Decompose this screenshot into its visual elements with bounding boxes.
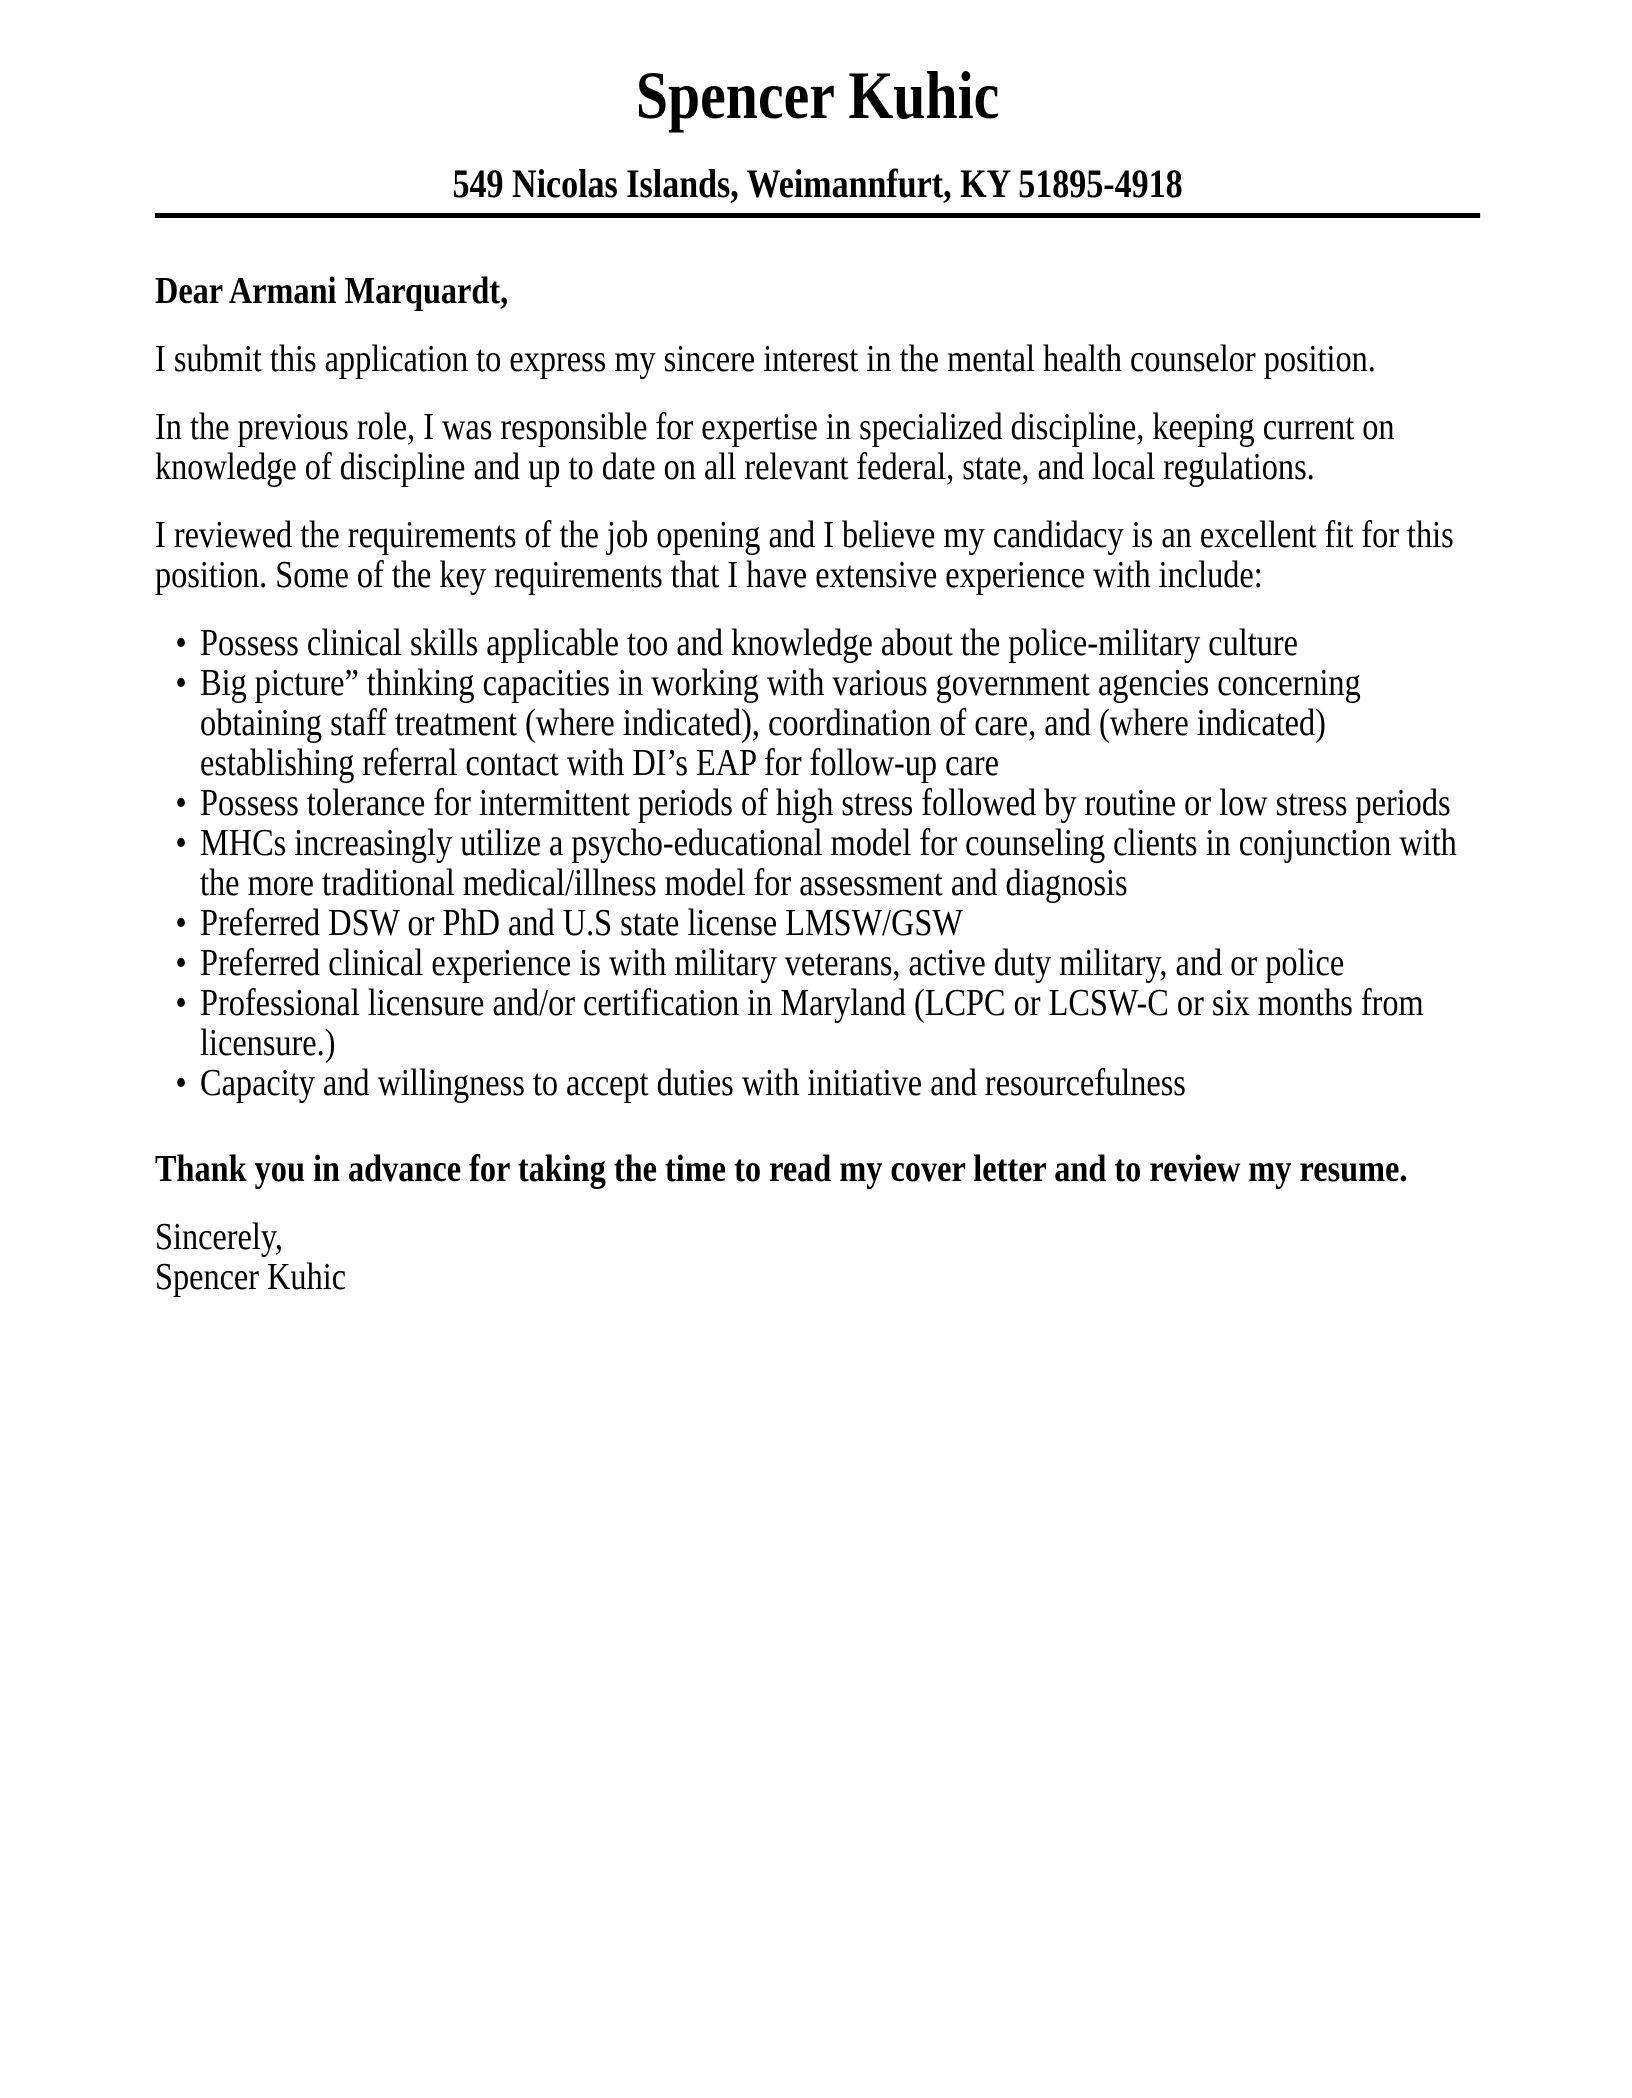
bullet-item: • MHCs increasingly utilize a psycho-educational model for counseling clients in conjunction with the more traditional medical/illness model for assessment and diagnosis <box>200 823 1470 903</box>
paragraph-previous-role: In the previous role, I was responsible for expertise in specialized discipline, keeping current on knowledge of discipline and up to date on all relevant federal, state, and local regulations. <box>155 406 1395 488</box>
bullet-item: • Professional licensure and/or certification in Maryland (LCPC or LCSW-C or six months from licensure.) <box>200 983 1470 1063</box>
paragraph-intro: I submit this application to express my sincere interest in the mental health counselor position. <box>155 338 1376 380</box>
sender-address: 549 Nicolas Islands, Weimannfurt, KY 51895-4918 <box>452 161 1183 206</box>
sender-name: Spencer Kuhic <box>635 57 1000 133</box>
header-divider <box>155 213 1480 218</box>
signoff: Sincerely, <box>155 1216 283 1258</box>
requirements-list <box>155 623 1480 1103</box>
cover-letter <box>155 0 1480 1297</box>
bullet-item: • Big picture” thinking capacities in working with various government agencies concerning obtaining staff treatment (where indicated), coordination of care, and (where indicated) establishing referral contact with DI’s EAP for follow-up care <box>200 663 1470 783</box>
bullet-item: • Preferred DSW or PhD and U.S state license LMSW/GSW <box>200 903 1470 943</box>
bullet-item: • Preferred clinical experience is with military veterans, active duty military, and or police <box>200 943 1470 983</box>
signature-name: Spencer Kuhic <box>155 1256 347 1298</box>
paragraph-requirements-lead: I reviewed the requirements of the job opening and I believe my candidacy is an excellent fit for this position. Some of the key requirements that I have extensive experience with include: <box>155 514 1454 596</box>
bullet-item: • Possess clinical skills applicable too and knowledge about the police-military culture <box>200 623 1470 663</box>
greeting: Dear Armani Marquardt, <box>155 270 509 312</box>
signature-block <box>155 1217 1480 1297</box>
bullet-item: • Capacity and willingness to accept duties with initiative and resourcefulness <box>200 1063 1470 1103</box>
closing-statement: Thank you in advance for taking the time to read my cover letter and to review my resume. <box>155 1148 1408 1190</box>
bullet-item: • Possess tolerance for intermittent periods of high stress followed by routine or low stress periods <box>200 783 1470 823</box>
